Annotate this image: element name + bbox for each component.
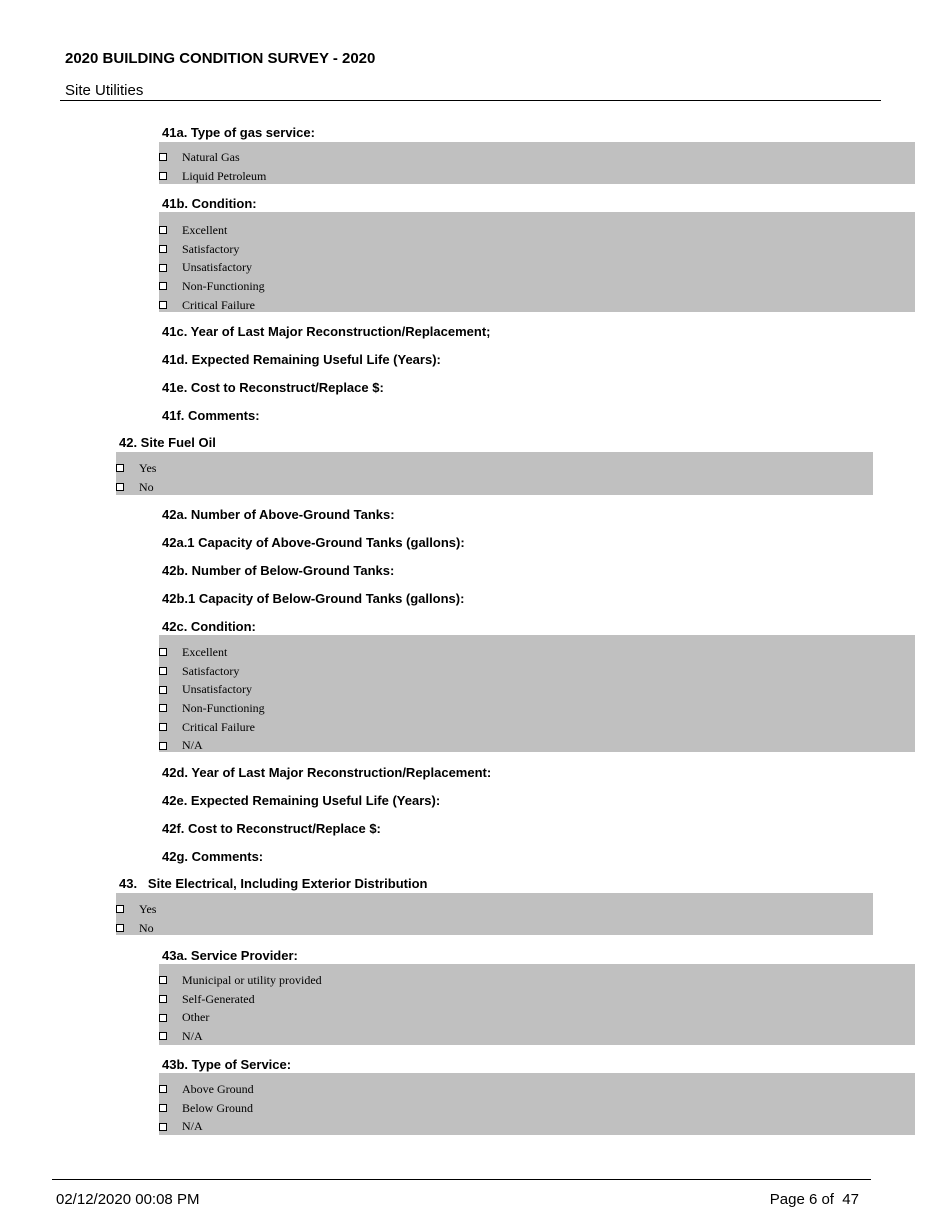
option-na[interactable]: N/A <box>159 737 203 756</box>
question-42b-label: 42b. Number of Below-Ground Tanks: <box>162 563 395 578</box>
checkbox[interactable] <box>159 172 167 180</box>
option-self-generated[interactable]: Self-Generated <box>159 990 255 1009</box>
checkbox[interactable] <box>159 686 167 694</box>
question-42a1-label: 42a.1 Capacity of Above-Ground Tanks (gallons): <box>162 535 465 550</box>
checkbox[interactable] <box>159 226 167 234</box>
footer-timestamp: 02/12/2020 00:08 PM <box>56 1191 200 1208</box>
checkbox[interactable] <box>159 723 167 731</box>
question-41c-label: 41c. Year of Last Major Reconstruction/Replacement; <box>162 324 491 339</box>
checkbox[interactable] <box>159 667 167 675</box>
checkbox[interactable] <box>159 995 167 1003</box>
question-42d-label: 42d. Year of Last Major Reconstruction/Replacement: <box>162 765 492 780</box>
question-41b-label: 41b. Condition: <box>162 196 257 211</box>
checkbox[interactable] <box>159 264 167 272</box>
question-42g-label: 42g. Comments: <box>162 849 264 864</box>
question-41f-label: 41f. Comments: <box>162 408 260 423</box>
question-42f-label: 42f. Cost to Reconstruct/Replace $: <box>162 821 381 836</box>
checkbox[interactable] <box>159 648 167 656</box>
option-na[interactable]: N/A <box>159 1027 203 1046</box>
checkbox[interactable] <box>159 1032 167 1040</box>
option-yes[interactable]: Yes <box>116 459 156 478</box>
question-43b-label: 43b. Type of Service: <box>162 1057 292 1072</box>
question-42a-label: 42a. Number of Above-Ground Tanks: <box>162 507 395 522</box>
option-natural-gas[interactable]: Natural Gas <box>159 148 240 167</box>
option-na[interactable]: N/A <box>159 1117 203 1136</box>
checkbox[interactable] <box>159 704 167 712</box>
checkbox[interactable] <box>116 924 124 932</box>
option-unsatisfactory[interactable]: Unsatisfactory <box>159 680 252 699</box>
condition-42c-options <box>159 635 915 752</box>
checkbox[interactable] <box>159 1085 167 1093</box>
option-no[interactable]: No <box>116 478 154 497</box>
service-provider-options <box>159 964 915 1045</box>
fuel-oil-options <box>116 452 873 495</box>
option-critical-failure[interactable]: Critical Failure <box>159 296 255 315</box>
checkbox[interactable] <box>159 1014 167 1022</box>
header-divider <box>60 100 881 101</box>
option-yes[interactable]: Yes <box>116 900 156 919</box>
footer-page-number: Page 6 of 47 <box>769 1191 859 1208</box>
option-satisfactory[interactable]: Satisfactory <box>159 240 239 259</box>
question-43a-label: 43a. Service Provider: <box>162 948 298 963</box>
question-42b1-label: 42b.1 Capacity of Below-Ground Tanks (gallons): <box>162 591 465 606</box>
checkbox[interactable] <box>116 483 124 491</box>
condition-41b-options <box>159 212 915 312</box>
option-municipal-or-utility[interactable]: Municipal or utility provided <box>159 971 322 990</box>
question-43-label: 43. Site Electrical, Including Exterior Distribution <box>119 876 428 891</box>
section-title: Site Utilities <box>65 82 144 99</box>
option-other[interactable]: Other <box>159 1008 209 1027</box>
checkbox[interactable] <box>159 245 167 253</box>
checkbox[interactable] <box>116 905 124 913</box>
option-unsatisfactory[interactable]: Unsatisfactory <box>159 258 252 277</box>
gas-service-options <box>159 142 915 184</box>
footer-divider <box>52 1179 871 1180</box>
question-42c-label: 42c. Condition: <box>162 619 256 634</box>
option-non-functioning[interactable]: Non-Functioning <box>159 277 265 296</box>
question-41a-label: 41a. Type of gas service: <box>162 125 315 140</box>
checkbox[interactable] <box>159 301 167 309</box>
question-41e-label: 41e. Cost to Reconstruct/Replace $: <box>162 380 384 395</box>
site-electrical-options <box>116 893 873 935</box>
checkbox[interactable] <box>159 1104 167 1112</box>
option-above-ground[interactable]: Above Ground <box>159 1080 254 1099</box>
option-satisfactory[interactable]: Satisfactory <box>159 662 239 681</box>
option-excellent[interactable]: Excellent <box>159 643 227 662</box>
type-of-service-options <box>159 1073 915 1135</box>
option-no[interactable]: No <box>116 919 154 938</box>
checkbox[interactable] <box>159 976 167 984</box>
question-41d-label: 41d. Expected Remaining Useful Life (Years): <box>162 352 441 367</box>
checkbox[interactable] <box>159 1123 167 1131</box>
option-critical-failure[interactable]: Critical Failure <box>159 718 255 737</box>
checkbox[interactable] <box>159 742 167 750</box>
document-title: 2020 BUILDING CONDITION SURVEY - 2020 <box>65 50 376 67</box>
question-42-label: 42. Site Fuel Oil <box>119 435 216 450</box>
checkbox[interactable] <box>159 282 167 290</box>
checkbox[interactable] <box>116 464 124 472</box>
option-below-ground[interactable]: Below Ground <box>159 1099 253 1118</box>
option-liquid-petroleum[interactable]: Liquid Petroleum <box>159 167 266 186</box>
option-excellent[interactable]: Excellent <box>159 221 227 240</box>
option-non-functioning[interactable]: Non-Functioning <box>159 699 265 718</box>
question-42e-label: 42e. Expected Remaining Useful Life (Years): <box>162 793 441 808</box>
checkbox[interactable] <box>159 153 167 161</box>
